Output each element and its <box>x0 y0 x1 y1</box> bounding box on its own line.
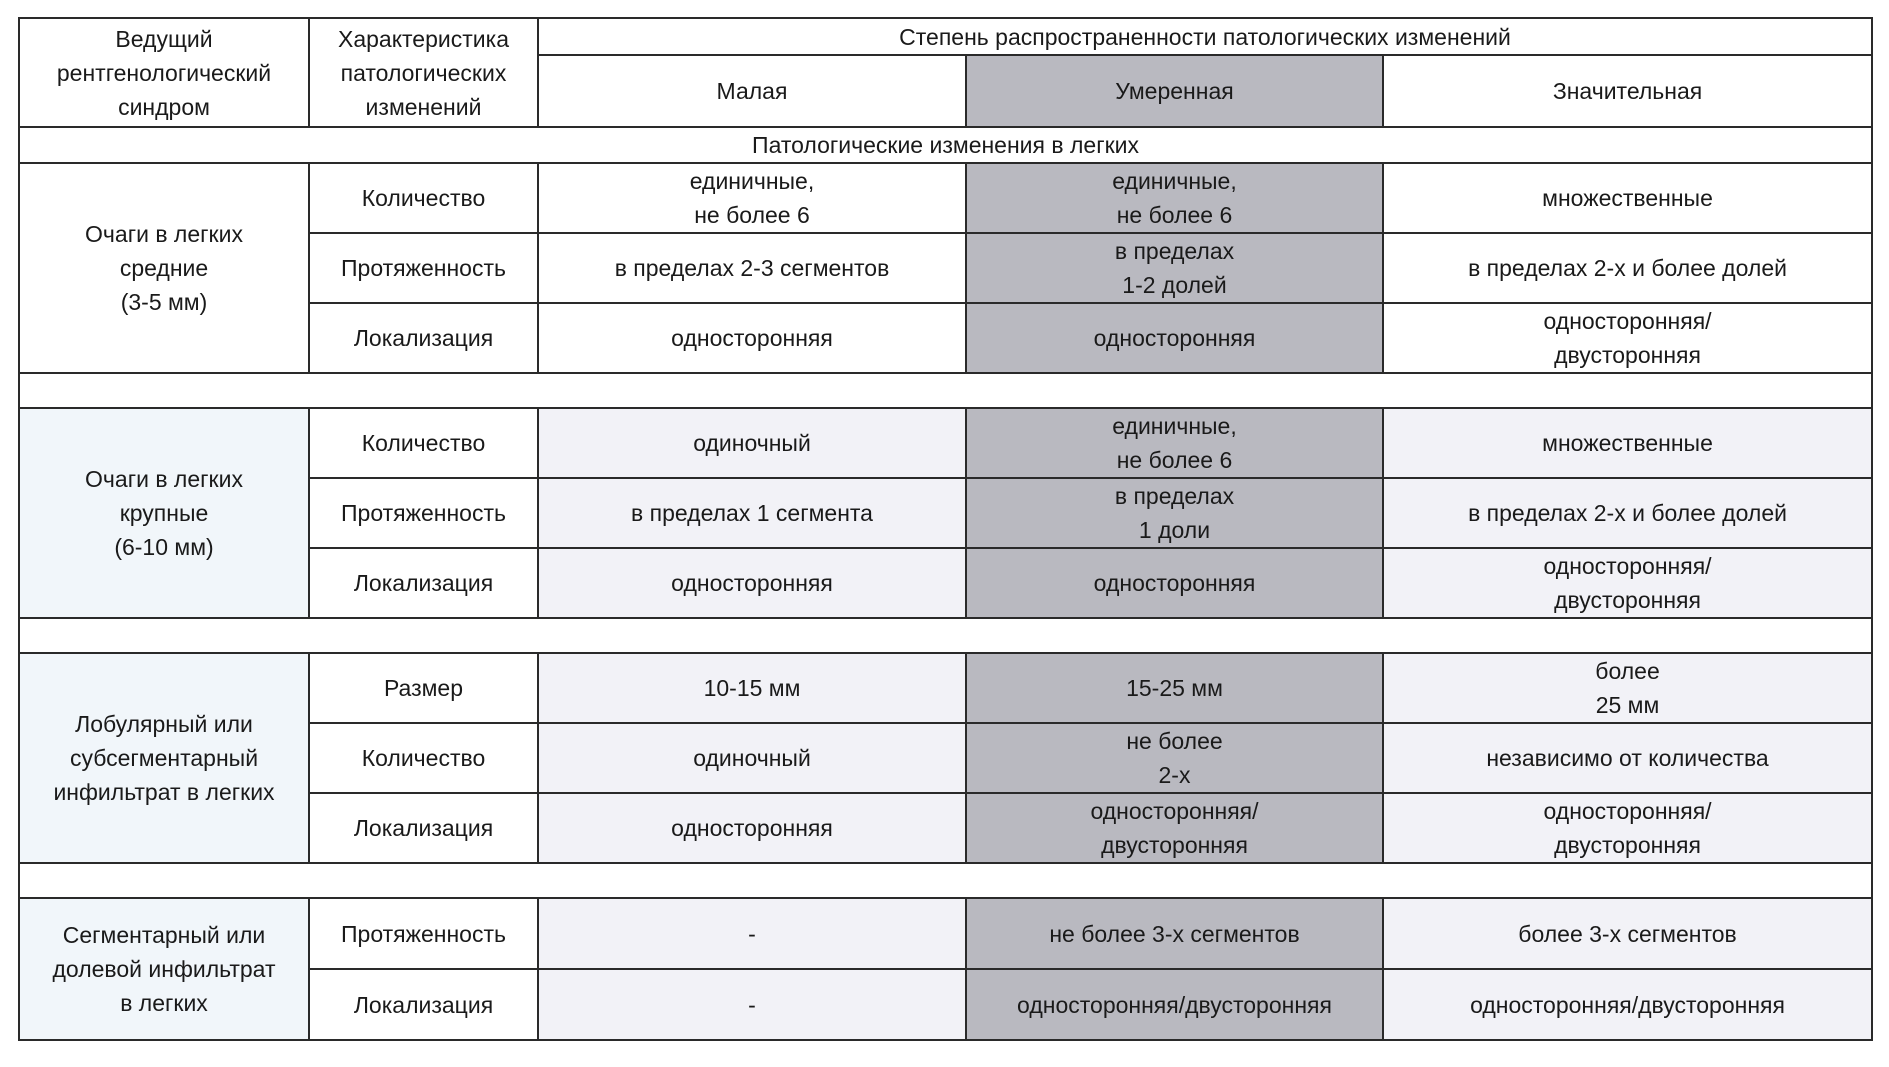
section-title: Патологические изменения в легких <box>19 127 1872 163</box>
moderate-cell: единичные, не более 6 <box>966 163 1383 233</box>
syndrome-cell: Сегментарный или долевой инфильтрат в легких <box>19 898 309 1040</box>
characteristic-cell: Протяженность <box>309 233 538 303</box>
group-spacer <box>19 863 1872 898</box>
significant-cell: более 3-х сегментов <box>1383 898 1872 969</box>
significant-cell: множественные <box>1383 408 1872 478</box>
characteristic-cell: Локализация <box>309 793 538 863</box>
syndrome-cell: Очаги в легких крупные (6-10 мм) <box>19 408 309 618</box>
characteristic-cell: Локализация <box>309 548 538 618</box>
syndrome-cell: Очаги в легких средние (3-5 мм) <box>19 163 309 373</box>
small-cell: односторонняя <box>538 793 966 863</box>
header-extent-small: Малая <box>538 55 966 127</box>
moderate-cell: единичные, не более 6 <box>966 408 1383 478</box>
moderate-cell: не более 3-х сегментов <box>966 898 1383 969</box>
moderate-cell: не более 2-х <box>966 723 1383 793</box>
header-characteristic: Характеристика патологических изменений <box>309 18 538 127</box>
significant-cell: множественные <box>1383 163 1872 233</box>
characteristic-cell: Размер <box>309 653 538 723</box>
table-row <box>19 653 1872 723</box>
moderate-cell: односторонняя/двусторонняя <box>966 969 1383 1040</box>
small-cell: одиночный <box>538 723 966 793</box>
moderate-cell: в пределах 1-2 долей <box>966 233 1383 303</box>
group-spacer <box>19 618 1872 653</box>
moderate-cell: 15-25 мм <box>966 653 1383 723</box>
significant-cell: односторонняя/ двусторонняя <box>1383 793 1872 863</box>
characteristic-cell: Количество <box>309 723 538 793</box>
significant-cell: односторонняя/двусторонняя <box>1383 969 1872 1040</box>
moderate-cell: односторонняя <box>966 303 1383 373</box>
significant-cell: более 25 мм <box>1383 653 1872 723</box>
small-cell: односторонняя <box>538 303 966 373</box>
characteristic-cell: Локализация <box>309 303 538 373</box>
small-cell: единичные, не более 6 <box>538 163 966 233</box>
moderate-cell: односторонняя <box>966 548 1383 618</box>
characteristic-cell: Протяженность <box>309 898 538 969</box>
significant-cell: односторонняя/ двусторонняя <box>1383 303 1872 373</box>
significant-cell: независимо от количества <box>1383 723 1872 793</box>
syndrome-cell: Лобулярный или субсегментарный инфильтрат в легких <box>19 653 309 863</box>
characteristic-cell: Количество <box>309 408 538 478</box>
table-row <box>19 408 1872 478</box>
severity-table <box>18 17 1873 1041</box>
header-syndrome: Ведущий рентгенологический синдром <box>19 18 309 127</box>
moderate-cell: в пределах 1 доли <box>966 478 1383 548</box>
characteristic-cell: Протяженность <box>309 478 538 548</box>
significant-cell: в пределах 2-х и более долей <box>1383 233 1872 303</box>
small-cell: в пределах 1 сегмента <box>538 478 966 548</box>
group-spacer <box>19 373 1872 408</box>
table-row <box>19 163 1872 233</box>
table-row <box>19 898 1872 969</box>
small-cell: 10-15 мм <box>538 653 966 723</box>
small-cell: - <box>538 969 966 1040</box>
small-cell: односторонняя <box>538 548 966 618</box>
characteristic-cell: Локализация <box>309 969 538 1040</box>
small-cell: - <box>538 898 966 969</box>
small-cell: в пределах 2-3 сегментов <box>538 233 966 303</box>
characteristic-cell: Количество <box>309 163 538 233</box>
significant-cell: односторонняя/ двусторонняя <box>1383 548 1872 618</box>
header-extent-significant: Значительная <box>1383 55 1872 127</box>
moderate-cell: односторонняя/ двусторонняя <box>966 793 1383 863</box>
significant-cell: в пределах 2-х и более долей <box>1383 478 1872 548</box>
header-extent-group: Степень распространенности патологических изменений <box>538 18 1872 55</box>
small-cell: одиночный <box>538 408 966 478</box>
header-extent-moderate: Умеренная <box>966 55 1383 127</box>
